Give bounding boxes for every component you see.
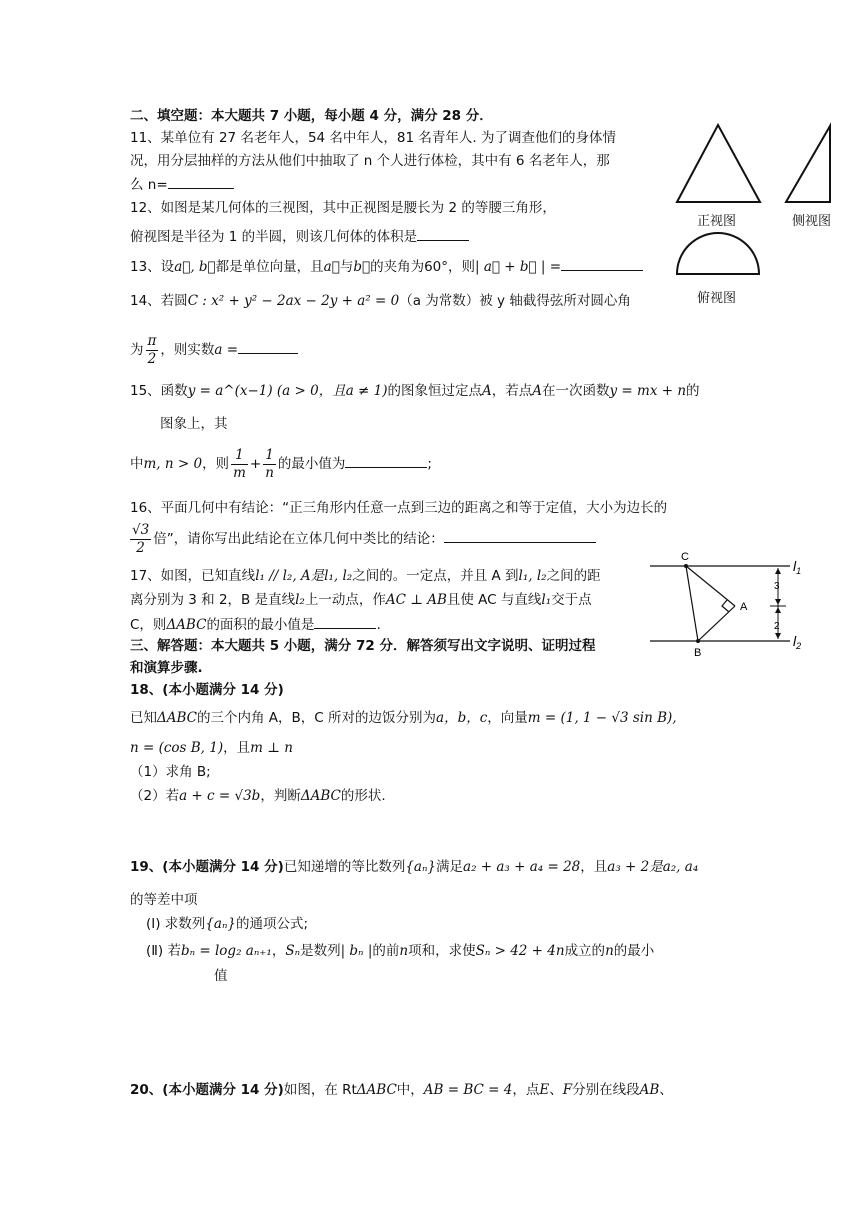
q17-line2-suffix: 且使 AC 与直线 [446,592,542,608]
q13-math-b: b⃗ [353,259,371,275]
q17-line3-suffix: 的面积的最小值是 [206,617,315,633]
q18-part2-suffix: 的形状. [340,788,386,804]
q19-part2-mid3: 的前 [372,943,400,959]
label-l2-sub: 2 [796,641,802,651]
q14-line2-mid: ，则实数 [160,342,215,358]
q19-part2-line2: 值 [214,968,228,984]
q16-line2 [130,520,596,558]
q15-line2: 图象上，其 [160,416,228,432]
q15-line3-math: m, n > 0 [143,456,203,472]
label-l1 [793,558,801,576]
q19-line1-mid3: ，且 [580,859,608,875]
q16-frac-den: 2 [136,539,145,556]
q17-line2-mid: 上一动点，作 [304,592,386,608]
q15-frac-1n-num: 1 [263,447,276,465]
q12-line2-text: 俯视图是半径为 1 的半圆，则该几何体的体积是 [130,229,418,245]
q18-line1-mid: 的三个内角 A，B，C 所对的边饭分别为 [197,710,437,726]
q19-part2-mid: ， [271,943,286,959]
q19-part2 [146,941,654,961]
q16-frac-num: √3 [132,521,150,538]
q17-line3-prefix: C，则 [130,617,167,633]
q14-answer-blank[interactable] [238,339,298,354]
q17-line2 [130,590,592,610]
q18-part2-prefix: （2）若 [130,788,180,804]
q15-line1 [130,381,700,401]
point-C [684,564,688,568]
q11-line1: 11、某单位有 27 名老年人，54 名中年人，81 名青年人. 为了调查他们的身体情 [130,130,616,146]
q18-part1: （1）求角 B; [130,764,211,780]
q16-line2-text: 倍”，请你写出此结论在立体几何中类比的结论： [153,531,444,547]
q17-line2-math: l₂ [295,592,305,608]
right-angle-mark [722,600,729,612]
q19-part1-math: {aₙ} [205,916,237,932]
q18-line2 [130,738,293,758]
q11-answer-blank[interactable] [168,174,234,189]
q18-line2-math2: m ⊥ n [250,740,293,756]
q19-line1 [130,857,698,877]
q20-math3: E [539,1082,550,1098]
q14-frac-num: π [147,332,157,349]
q15-math-line: y = mx + n [609,383,687,399]
q19-part1-prefix: (Ⅰ) 求数列 [146,916,206,932]
q13-math-sum: | a⃗ + b⃗ | = [475,259,562,275]
q18-part2-math2: ΔABC [300,788,341,804]
q20-title: 20、(本小题满分 14 分) [130,1082,284,1098]
q15-line3-suffix: 的最小值为 [277,456,346,472]
q12-answer-blank[interactable] [417,226,469,241]
q16-line1: 16、平面几何中有结论：“正三角形内任意一点到三边的距离之和等于定值，大小为边长的 [130,500,668,516]
q19-line2: 的等差中项 [130,892,198,908]
q20-end: 、 [659,1082,673,1098]
q15-plus: + [249,456,262,472]
q17-line1-math2: l₁, l₂ [518,568,547,584]
q14-prefix: 14、若圆 [130,293,188,309]
q15-mid3: 在一次函数 [542,383,610,399]
q14-mid1: （a 为常数）被 y 轴截得弦所对圆心角 [399,293,631,309]
q15-frac-1m-den: m [233,464,246,481]
label-2: 2 [774,621,780,632]
q14-line2 [130,332,298,368]
q19-part2-math4: n [399,943,409,959]
q14-line1 [130,291,631,311]
three-view-figure [670,120,840,280]
q15-frac-1n-den: n [265,464,274,481]
q13-math-ab: a⃗, b⃗ [174,259,216,275]
q15-frac-1m-num: 1 [231,447,248,465]
q20-mid4: 、 [549,1082,563,1098]
q14-line2-math: a = [214,342,239,358]
q18-line1 [130,708,677,728]
q20-math4: F [562,1082,573,1098]
q20-mid1: 如图，在 Rt [283,1082,357,1098]
q16-fraction [130,522,151,557]
q15-math-a1: A [482,383,492,399]
q17-line1-math: l₁ // l₂, A是l₁, l₂ [255,568,353,584]
side-view-label: 侧视图 [792,214,832,229]
q17-line3-math: ΔABC [166,617,207,633]
q18-line2-math: n = (cos B, 1) [130,740,224,756]
q18-part2-math: a + c = √3b [179,788,261,804]
q14-frac-den: 2 [147,350,157,367]
q15-prefix: 15、函数 [130,383,188,399]
q18-line2-mid: ，且 [223,740,251,756]
q19-part2-suffix: 的最小 [613,943,655,959]
section-2-header: 二、填空题：本大题共 7 小题，每小题 4 分，满分 28 分． [130,108,493,124]
q19-part2-math3: | bₙ | [340,943,373,959]
front-view-triangle [677,125,760,202]
q15-frac-1n [263,447,276,482]
q13-answer-blank[interactable] [561,256,643,271]
q19-part2-mid4: 项和，求使 [408,943,476,959]
q12-line1: 12、如图是某几何体的三视图，其中正视图是腰长为 2 的等腰三角形， [130,200,556,216]
label-C: C [681,551,689,563]
q19-line1-math3: a₃ + 2是a₂, a₄ [607,859,699,875]
q19-line1-mid: 已知递增的等比数列 [283,859,406,875]
q18-line1-prefix: 已知 [130,710,157,726]
arrow-mid-up-icon [775,599,781,605]
q19-part2-mid2: 是数列 [300,943,341,959]
q20-line1 [130,1080,673,1100]
q17-line2-prefix: 离分别为 3 和 2，B 是直线 [130,592,296,608]
q14-fraction [146,333,159,368]
q18-line1-math2: a，b，c [436,710,488,726]
q13-math-a: a⃗ [323,259,340,275]
q19-part2-mid5: 成立的 [564,943,606,959]
side-view-triangle [786,126,830,202]
q19-part1-suffix: 的通项公式; [236,916,309,932]
label-l1-sub: 1 [796,566,802,576]
q19-line1-math2: a₂ + a₃ + a₄ = 28 [463,859,581,875]
q19-part2-math2: Sₙ [285,943,301,959]
q16-answer-blank[interactable] [444,528,596,543]
point-B [696,639,700,643]
q19-part2-math6: n [605,943,614,959]
q14-math-circle: C : x² + y² − 2ax − 2y + a² = 0 [187,293,400,309]
q15-line3-end: ; [427,456,432,472]
q19-line1-mid2: 满足 [436,859,464,875]
q19-line1-math: {aₙ} [405,859,437,875]
q17-line2-math3: l₁ [541,592,552,608]
q18-part2 [130,786,386,806]
q17-line1 [130,566,601,586]
label-B: B [694,647,702,659]
q17-line2-math2: AC ⊥ AB [385,592,447,608]
q19-part1 [146,914,308,934]
q11-line2: 况，用分层抽样的方法从他们中抽取了 n 个人进行体检，其中有 6 名老年人，那 [130,153,610,169]
q17-answer-blank[interactable] [314,614,376,629]
q20-math2: AB = BC = 4 [423,1082,513,1098]
q19-part2-prefix: (Ⅱ) 若 [146,943,181,959]
q11-line3 [130,174,234,195]
segment-CB [686,566,698,641]
q15-math-fn: y = a^(x−1) (a > 0，且a ≠ 1) [187,383,388,399]
q19-part2-math: bₙ = log₂ aₙ₊₁ [180,943,272,959]
q20-mid5: 分别在线段 [572,1082,640,1098]
q15-math-a2: A [532,383,543,399]
label-l1-main: l [793,558,797,574]
segment-CA [686,566,735,606]
q15-frac-1m [231,447,248,482]
segment-AB [698,606,735,641]
q20-mid3: ，点 [512,1082,540,1098]
q15-mid1: 的图象恒过定点 [387,383,483,399]
q15-line3 [130,446,432,482]
top-view-label: 俯视图 [697,291,737,306]
section-3-header-line2: 和演算步骤. [130,660,203,676]
q15-line3-prefix: 中 [130,456,144,472]
q18-part2-mid: ，判断 [260,788,301,804]
q18-line1-math3: m = (1, 1 − √3 sin B), [527,710,677,726]
q14-line2-prefix: 为 [130,342,144,358]
arrow-top-icon [775,568,781,574]
q13-mid3: 的夹角为60°，则 [370,259,476,275]
q19-title: 19、(本小题满分 14 分) [130,859,284,875]
q13-mid2: 与 [339,259,354,275]
label-l2 [793,633,801,651]
label-l2-main: l [793,633,797,649]
q20-math1: ΔABC [356,1082,397,1098]
q17-line1-prefix: 17、如图，已知直线 [130,568,256,584]
q20-mid2: 中， [396,1082,424,1098]
q17-line1-suffix: 之间的距 [546,568,601,584]
q19-part2-math5: Sₙ > 42 + 4n [475,943,565,959]
q17-line1-mid: 之间的。一定点，并且 A 到 [352,568,519,584]
q13-mid1: 都是单位向量，且 [215,259,324,275]
q15-mid2: ，若点 [491,383,533,399]
section-3-header-line1: 三、解答题：本大题共 5 小题，满分 72 分．解答须写出文字说明、证明过程 [130,638,596,654]
arrow-bottom-icon [775,633,781,639]
q15-line3-mid: ，则 [202,456,230,472]
q17-line3-end: . [376,617,381,633]
q15-answer-blank[interactable] [345,453,427,468]
q11-line3-text: 么 n= [130,177,168,193]
q18-line1-math: ΔABC [157,710,197,726]
label-A: A [740,601,748,613]
q13-prefix: 13、设 [130,259,175,275]
label-3: 3 [774,581,780,592]
q18-title: 18、(本小题满分 14 分) [130,682,284,698]
top-view-semicircle [677,233,759,274]
q13-line [130,256,643,277]
q17-figure [650,548,850,658]
front-view-label: 正视图 [697,214,737,229]
q17-line2-end: 交于点 [551,592,592,608]
q15-mid4: 的 [686,383,700,399]
q20-math5: AB [639,1082,660,1098]
q18-line1-mid2: ，向量 [487,710,528,726]
q12-line2 [130,226,469,247]
arrow-mid-down-icon [775,607,781,613]
q17-line3 [130,614,381,635]
